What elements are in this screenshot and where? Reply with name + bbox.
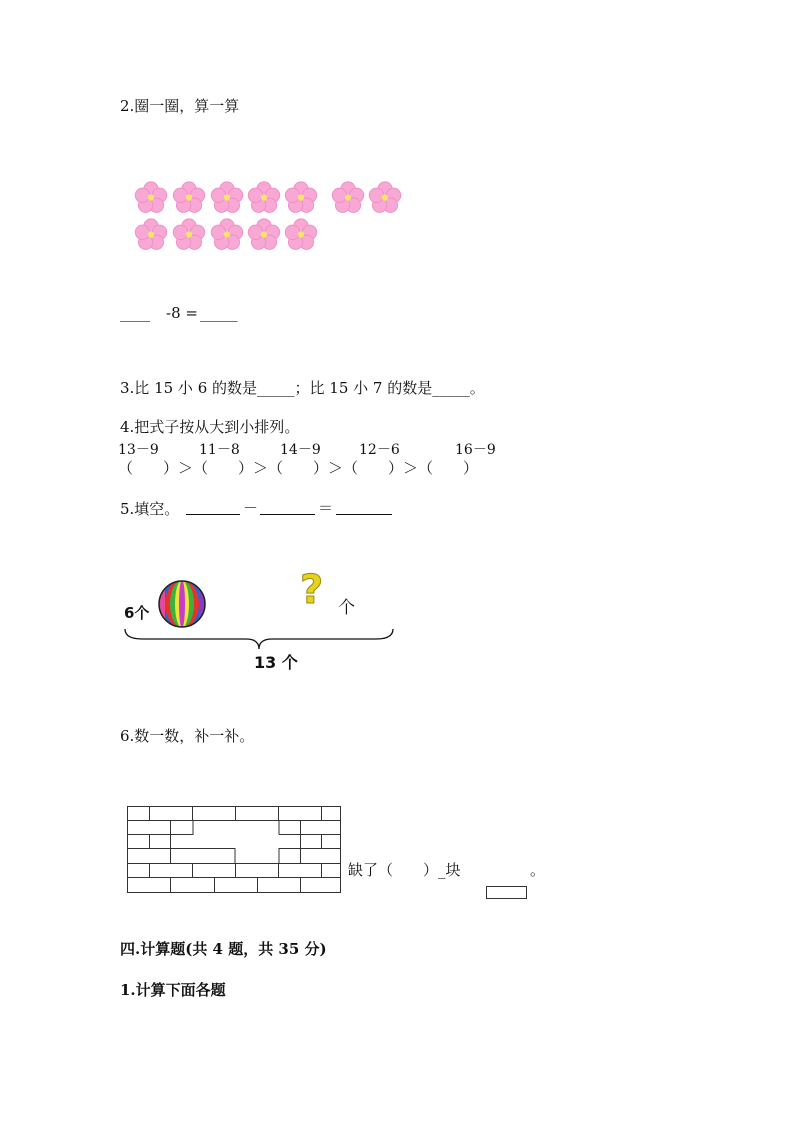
q6-title: 6.数一数，补一补。 (120, 727, 255, 745)
flower-icon (246, 180, 282, 216)
q5-total-label: 13 个 (254, 653, 298, 672)
q2-result-blank[interactable]: _____ (200, 304, 238, 322)
q4-expr: 14－9 (280, 442, 321, 458)
brick-piece-icon (486, 886, 527, 899)
section4-q1: 1.计算下面各题 (120, 981, 226, 999)
q4-expr: 13－9 (118, 442, 159, 458)
q5-equals: ＝ (318, 499, 334, 517)
flower-icon (283, 217, 319, 253)
q5-left-label: 6个 (124, 604, 150, 622)
flower-icon (133, 217, 169, 253)
striped-ball-icon (157, 579, 207, 629)
section4-title: 四.计算题(共 4 题，共 35 分) (120, 940, 327, 958)
q5-blank-2[interactable] (260, 514, 315, 515)
flower-icon (209, 217, 245, 253)
q4-title: 4.把式子按从大到小排列。 (120, 418, 300, 436)
q4-expr: 16－9 (455, 442, 496, 458)
curly-brace-icon (122, 627, 396, 653)
brick-wall-icon (127, 806, 342, 893)
flower-icon (367, 180, 403, 216)
flower-icon (330, 180, 366, 216)
q2-title: 2.圈一圈，算一算 (120, 97, 240, 115)
flower-icon (133, 180, 169, 216)
q5-minus: － (243, 499, 259, 517)
q6-period: 。 (530, 861, 546, 879)
q5-right-label: 个 (338, 598, 355, 618)
q5-blank-3[interactable] (336, 514, 392, 515)
q5-blank-1[interactable] (186, 514, 240, 515)
q5-title: 5.填空。 (120, 500, 180, 518)
flower-icon (171, 217, 207, 253)
flower-icon (209, 180, 245, 216)
flower-icon (283, 180, 319, 216)
q3-text: 3.比 15 小 6 的数是_____；比 15 小 7 的数是_____。 (120, 379, 485, 397)
q4-expr: 12－6 (359, 442, 400, 458)
q2-answer-blank[interactable]: ____ (120, 304, 150, 322)
flower-icon (246, 217, 282, 253)
q4-expr: 11－8 (199, 442, 240, 458)
flower-icon (171, 180, 207, 216)
question-mark-icon: ? (300, 567, 324, 613)
q6-missing-text[interactable]: 缺了（ ）_块 (348, 861, 461, 879)
q2-minus-eight: -8 = (166, 304, 198, 322)
q4-order-row[interactable]: （ ）＞（ ）＞（ ）＞（ ）＞（ ） (118, 459, 479, 477)
